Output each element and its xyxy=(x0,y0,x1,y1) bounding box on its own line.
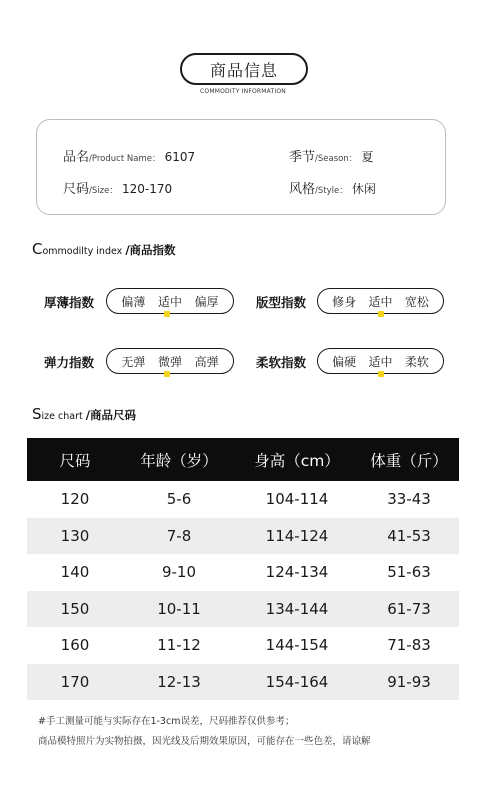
section-subtitle: COMMODITY INFORMATION xyxy=(200,88,286,95)
cell-height: 134-144 xyxy=(265,599,329,618)
selected-marker-elasticity xyxy=(164,371,170,377)
index-label-elasticity: 弹力指数 xyxy=(44,355,95,370)
index-option: 柔软 xyxy=(404,354,429,369)
info-season: 季节/Season： 夏 xyxy=(289,150,374,165)
cell-age: 12-13 xyxy=(157,672,201,691)
commodity-index-heading: Commodilty index /商品指数 xyxy=(32,240,176,258)
col-weight: 体重（斤） xyxy=(370,451,448,470)
info-product-name: 品名/Product Name： 6107 xyxy=(63,150,196,165)
section-title-pill xyxy=(180,53,308,85)
index-option-selected: 微弹 xyxy=(157,354,182,369)
index-option-selected: 适中 xyxy=(157,294,182,309)
info-size: 尺码/Size： 120-170 xyxy=(63,182,173,197)
selected-marker-fit xyxy=(378,311,384,317)
cell-size: 160 xyxy=(60,636,90,655)
cell-size: 170 xyxy=(60,672,90,691)
index-option-selected: 适中 xyxy=(368,294,393,309)
size-chart-heading: Size chart /商品尺码 xyxy=(32,405,136,423)
table-row xyxy=(27,554,459,591)
index-label-thickness: 厚薄指数 xyxy=(44,295,95,310)
cell-size: 140 xyxy=(60,563,90,582)
col-height: 身高（cm） xyxy=(254,451,340,470)
cell-height: 124-134 xyxy=(265,563,329,582)
section-title: 商品信息 xyxy=(209,60,278,80)
selected-marker-softness xyxy=(378,371,384,377)
selected-marker-thickness xyxy=(164,311,170,317)
cell-weight: 71-83 xyxy=(387,636,431,655)
table-row xyxy=(27,481,459,518)
cell-age: 10-11 xyxy=(157,599,201,618)
col-size: 尺码 xyxy=(59,451,91,470)
cell-weight: 61-73 xyxy=(387,599,431,618)
cell-age: 7-8 xyxy=(166,526,192,545)
cell-weight: 51-63 xyxy=(387,563,431,582)
index-label-softness: 柔软指数 xyxy=(256,355,307,370)
size-table-header xyxy=(27,438,459,481)
cell-height: 114-124 xyxy=(265,526,329,545)
style-value: 休闲 xyxy=(351,182,376,196)
color-note: 商品模特照片为实物拍摄，因光线及后期效果原因，可能存在一些色差，请谅解 xyxy=(38,736,371,747)
index-option: 高弹 xyxy=(194,354,219,369)
cell-height: 154-164 xyxy=(265,672,329,691)
index-option: 偏厚 xyxy=(194,294,219,309)
season-value: 夏 xyxy=(361,150,374,164)
cell-weight: 91-93 xyxy=(387,672,431,691)
cell-weight: 41-53 xyxy=(387,526,431,545)
cell-weight: 33-43 xyxy=(387,490,431,509)
table-row xyxy=(27,627,459,664)
size-value: 120-170 xyxy=(121,182,173,196)
cell-height: 144-154 xyxy=(265,636,329,655)
product-info-card xyxy=(36,119,446,215)
size-table xyxy=(27,438,459,700)
cell-size: 120 xyxy=(60,490,90,509)
table-row xyxy=(27,518,459,555)
index-option: 偏薄 xyxy=(121,294,146,309)
index-option: 修身 xyxy=(332,294,357,309)
info-style: 风格/Style： 休闲 xyxy=(289,182,376,197)
table-row xyxy=(27,591,459,628)
col-age: 年龄（岁） xyxy=(140,451,218,470)
index-pill-thickness xyxy=(106,288,234,314)
index-pill-elasticity xyxy=(106,348,234,374)
index-option: 偏硬 xyxy=(332,354,357,369)
cell-age: 9-10 xyxy=(161,563,197,582)
cell-size: 130 xyxy=(60,526,90,545)
index-option: 宽松 xyxy=(404,294,429,309)
measurement-note: #手工测量可能与实际存在1-3cm误差，尺码推荐仅供参考； xyxy=(38,716,295,727)
index-option-selected: 适中 xyxy=(368,354,393,369)
cell-age: 11-12 xyxy=(157,636,201,655)
cell-size: 150 xyxy=(60,599,90,618)
index-label-fit: 版型指数 xyxy=(256,295,307,310)
cell-height: 104-114 xyxy=(265,490,329,509)
index-option: 无弹 xyxy=(121,354,146,369)
cell-age: 5-6 xyxy=(166,490,192,509)
product-name-value: 6107 xyxy=(164,150,196,164)
table-row xyxy=(27,664,459,701)
